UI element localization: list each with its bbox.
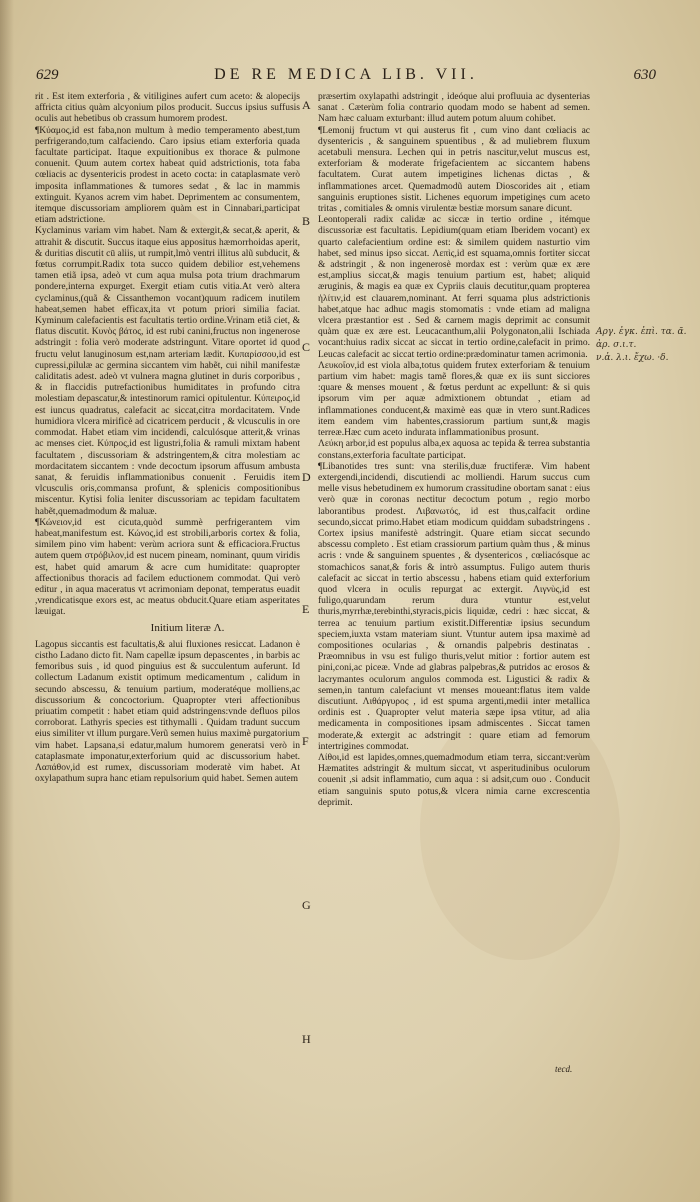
paragraph: Λευκοΐον,id est viola alba,totus quidem frutex exterforiam & tenuium partium vim habet: magis tamẽ flores,& quæ ex iis sunt sicciores :quare & menses mouent , & fœtus perdunt ac expellunt: & si quis ipsorum vim per aquæ admixtionem obtundat , etiam ad inflammationes conducent,& maximè eas quæ in vtero sunt.Radices item eandem vim habentes,crassiorum partium sunt,& magis terreæ.Hæc cum aceto indurata inflammationibus prosunt.: [318, 360, 590, 439]
paragraph: rit . Est item exterforia , & vitiligines aufert cum aceto: & alopecijs affricta citius quàm alcyonium pilos producit. Succus ipsius suffusis oculis aut hebetibus ob crassum humorem prodest.: [35, 92, 300, 125]
marginal-note: ν.ἁ. λ.ι. ἔχω. ·δ.: [596, 353, 669, 363]
left-text-column: [35, 92, 300, 785]
page-edge-shadow: [0, 0, 14, 1202]
paragraph: Leontoperali radix calidæ ac siccæ in tertio ordine , itémque discussoriæ est facultatis. Lepidium(quam etiam Iberidem vocant) ex quarto calefacientium ordine est: & similem quidem nasturtio vim habet, sed minus ipso siccat. Λεπὶς,id est squama,omnis fortiter siccat & adstringit , & non ingenerosè mordax est : verùm quæ ex ære est,amplius siccat,& magis tenuium partium est, habet; aliquid æruginis, & magis ea quæ ex Cypriis clauis decutitur,quam propterea ἡλίτιν,id est clauarem,nominant. At ferri squama plus adstrictionis habet,atque hac adhuc magis stomomatis : vnde etiam ad maligna vlcera præstantior est . Sed & carnem magis deprimit ac consumit quàm quæ ex ære est. Leucacanthum,alii Polygonaton,alii Ischiada vocant:huius radix siccat ac siccat in tertio ordine,calefacit in primo. Leucas calefacit ac siccat tertio ordine:prædominatur tamen acrimonia.: [318, 215, 590, 360]
paragraph: Lagopus siccantis est facultatis,& alui fluxiones resiccat. Ladanon è cistho Ladano dicto fit. Nam capellæ ipsum depascentes , in barbis ac femoribus suis , id quod pinguius est & succulentum auferunt. Id collectum Ladanum existit optimum medicamentum , calidum in secundo abscessu, & tenuium partium, moderatéque molliens,ac discussorium & concoctorium. Quapropter vteri affectionibus priuatim competit : habet etiam quid adstringens:vnde defluos pilos corroborat. Lathyris species est tithymalli . Quidam tradunt succum eius similiter vt illum purgare.Verũ semen huius maximè purgatorium vim habet. Lapsana,si edatur,malum humorem generatsi verò in cataplasmate imponatur,exterforium quid ac discussorium habet. Λαπάθον,id est rumex, discussoriam moderatè vim habet. At oxylapathum supra hanc etiam repulsorium quid habet. Semen autem: [35, 639, 300, 785]
handwritten-marginalia: [596, 326, 696, 365]
right-text-column: [318, 92, 590, 809]
marginal-note: Αργ. ἐγκ. ἐπὶ. τα. ᾶ.: [596, 327, 687, 337]
catchword: tecd.: [555, 1064, 573, 1074]
paragraph: Λεύκη arbor,id est populus alba,ex aquosa ac tepida & terrea substantia constans,exterforia facultate participat.: [318, 439, 590, 461]
running-title: DE RE MEDICA LIB. VII.: [214, 66, 478, 83]
margin-letter: F: [302, 734, 309, 748]
running-header: [36, 66, 656, 88]
paragraph: Λίθοι,id est lapides,omnes,quemadmodum etiam terra, siccant:verùm Hæmatites adstringit & multum siccat, vt asperitudinibus oculorum couenit ,si adsit inflammatio, cum aqua : si adsit,cum ouo . Conducit etiam sanguinis sputo potus,& vlcera nimia carne excrescentia deprimit.: [318, 752, 590, 808]
margin-letter: E: [302, 602, 310, 616]
paragraph: præsertim oxylapathi adstringit , ideóque alui profluuia ac dysenterias sanat . Cæterùm folia contrario quodam modo se habent ad semen. Nam hæc caluam exturbant: illud autem potum aluum cohibet.: [318, 92, 590, 125]
page-number-left: 629: [36, 67, 59, 83]
marginal-note: ἀρ. σ.ι.τ.: [596, 340, 637, 350]
paragraph: ¶Libanotides tres sunt: vna sterilis,duæ fructiferæ. Vim habent extergendi,incidendi, discutiendi ac molliendi. Harum succus cum melle visus hebetudinem ex humorum crassitudine obortam sanat : eius verò quæ in coronas nectitur decoctum potum , regio morbo laborantibus prodest. Λιβανωτός, id est thus,calfacit ordine secundo,siccat primo.Habet etiam modicum quiddam subadstringens . Cortex ipsius manifestè adstringit. Quare etiam siccat secundo abscessu completo . Est etiam crassiorum partium quàm thus , & minus acris : vnde & sanguinem spuentes , & dysentericos , cœliacósque ac stomachicos sanat,& foris & intrò assumptus. Fuligo autem thuris calefacit ac siccat in tertio abscessu , habens etiam quid exterforium quod vlcera in oculis repurgat ac extergit. Λιγνὺς,id est fuligo,quarundam rerum dura vtuntur est,velut thuris,myrrhæ,terebinthi,styracis,picis liquidæ, cedri : hæc siccat, & terrea ac tenuium partium existit.Differentiæ ipsius secundum speciem,iuxta vstam materiam siunt. Vtuntur autem ipsa maximè ad compositiones ocularias , & ornandis palpebris destinatas . Præomnibus in vsu est fuligo thuris,velut mitior : fortior autem est pini,coni,ac piceæ. Vnde ad glabras palpebras,& putridos ac erosos & lacrymantes oculorum angulos commoda est. Ligustici & radix & semen,in tantum calefaciunt vt menses moueant:flatus item valde discutiunt. Λιθάργυρος , id est spuma argenti,medii inter metallica ordinis est . Quapropter velut materia sæpe ipsa vtitur, ad alia medicamenta in compositiones ipsam admiscentes . Siccat tamen moderate,& extergit ac adstringit : quare etiam ad femorum intertrigines commodat.: [318, 461, 590, 752]
paragraph: ¶Lemonij fructum vt qui austerus fit , cum vino dant cœliacis ac dysentericis , & sanguinem spuentibus , & ad muliebrem fluxum acetabuli mensura. Lechen qui in petris nascitur,velut muscus est, exterforiam & moderate frigefacientem ac siccantem habens facultatem. Curat autem impetigines lichenas dictas , & inflammationes arcet. Quemadmodũ autem Dioscorides ait , etiam sanguinis eruptiones sistit. Lichenes equorum impetiginęs cum aceto tritas , comitiales & omnis virulentæ bestiæ morsum sanare dicunt.: [318, 125, 590, 215]
margin-letter: G: [302, 898, 311, 912]
page-number-right: 630: [633, 67, 656, 83]
margin-letter: A: [302, 98, 311, 112]
paragraph: ¶Κώνειον,id est cicuta,quòd summè perfrigerantem vim habeat,manifestum est. Κώνος,id est strobili,arboris cortex & folia, similem pino vim habent: verùm acriora sunt & efficaciora.Fructus autem quem στρόβιλον,id est nucem pineam, nominant, quum viridis est, habet quid amarum & acre cum humiditate: quapropter affectionibus thoracis ad facilem eductionem commodat. Qui verò editur , in aqua maceratus vt acrimoniam deponat, temperatus euadit ,vrendicatisque exors est, ac meatus obducit.Quare etiam asperitates læuigat.: [35, 517, 300, 618]
margin-letter: C: [302, 340, 311, 354]
margin-letter: H: [302, 1032, 311, 1046]
margin-letter: B: [302, 214, 311, 228]
paragraph: ¶Κύαμος,id est faba,non multum à medio temperamento abest,tum perfrigerando,tum calfaciendo. Caro ipsius etiam exterforia quada facultate participat. Itaque expuitionibus ex thorace & pulmone conuenit. Quum autem cortex habeat quid adstrictionis, tota faba cœliacis ac dysentericis prodest in aceto cocta: in cataplasmate verò imposita inflammationes & tumores sedat , & lac in mammis extinguit. Kyanos acrem vim habet. Deprimentem ac consumentem, itemque discussoriam ampliorem quàm est in Cinnabari,participat etiam adstrictione.: [35, 125, 300, 226]
section-heading: Initium literæ Λ.: [150, 621, 225, 634]
margin-letter: D: [302, 470, 311, 484]
paragraph: Kyclaminus variam vim habet. Nam & extergit,& secat,& aperit, & attrahit & discutit. Succus itaque eius appositus hæmorrhoidas aperit, & duritias discutit cū aliis, ut rumpit,lmò ventri illitus alũ subducit, & fœtus corrumpit.Radix tota succo quidem debilior est,vehemens tamen etiã ipsa, adeò vt cum aqua mulsa pota trium drachmarum pondere,interna expurget. Exergit etiam cutis vitia.At verò altera cyclaminus,(quã & Cissanthemon vocant)quum radicem inutilem habeat,semen habet efficax,ita vt potum priori similia faciat. Kyminum calefacientis est facultatis tertio ordine.Vrinam etiã ciet, & flatus discutit. Κυνὸς βάτος, id est rubi canini,fructus non ingenerose adstringit : folia verò moderate adstringunt. Vitare oportet id quod fructu velut lanuginosum est,nam arteriam lædit. Κυπαρίσσου,id est cupressi,pilulæ ac germina siccantem vim habẽt, cui nihil manifestæ caliditatis adest. adeò vt vulnera magna glutinet in duris corporibus , & in flaccidis putrefactionibus humiditates in profundo citra molestiam depascatur,& intestinorum ramici opitulentur. Κύπειρος,id est iuncus quadratus, calefacit ac siccat,citra mordacitatem. Vnde humidiora vlcera mirificè ad cicatricem perducit , & vlcusculis in ore commodat. Habet etiam vim incidendi, calculósque atterit,& vrinas ac menses ciet. Κύπρος,id est ligustri,folia & ramuli mixtam habent facultatem , discussoriam & adstringentem,& citra molestiam ac mordacitatem siccantem : vnde decoctum ipsorum affusum ambusta sanat, & feruidis inflammationibus conuenit . Feruidis item vlcusculis oris,commansa profunt, & splenicis compositionibus miscentur. Kytisi folia leniter discussoriam ac tepidam facultatem habẽt,quemadmodum & maluæ.: [35, 226, 300, 517]
